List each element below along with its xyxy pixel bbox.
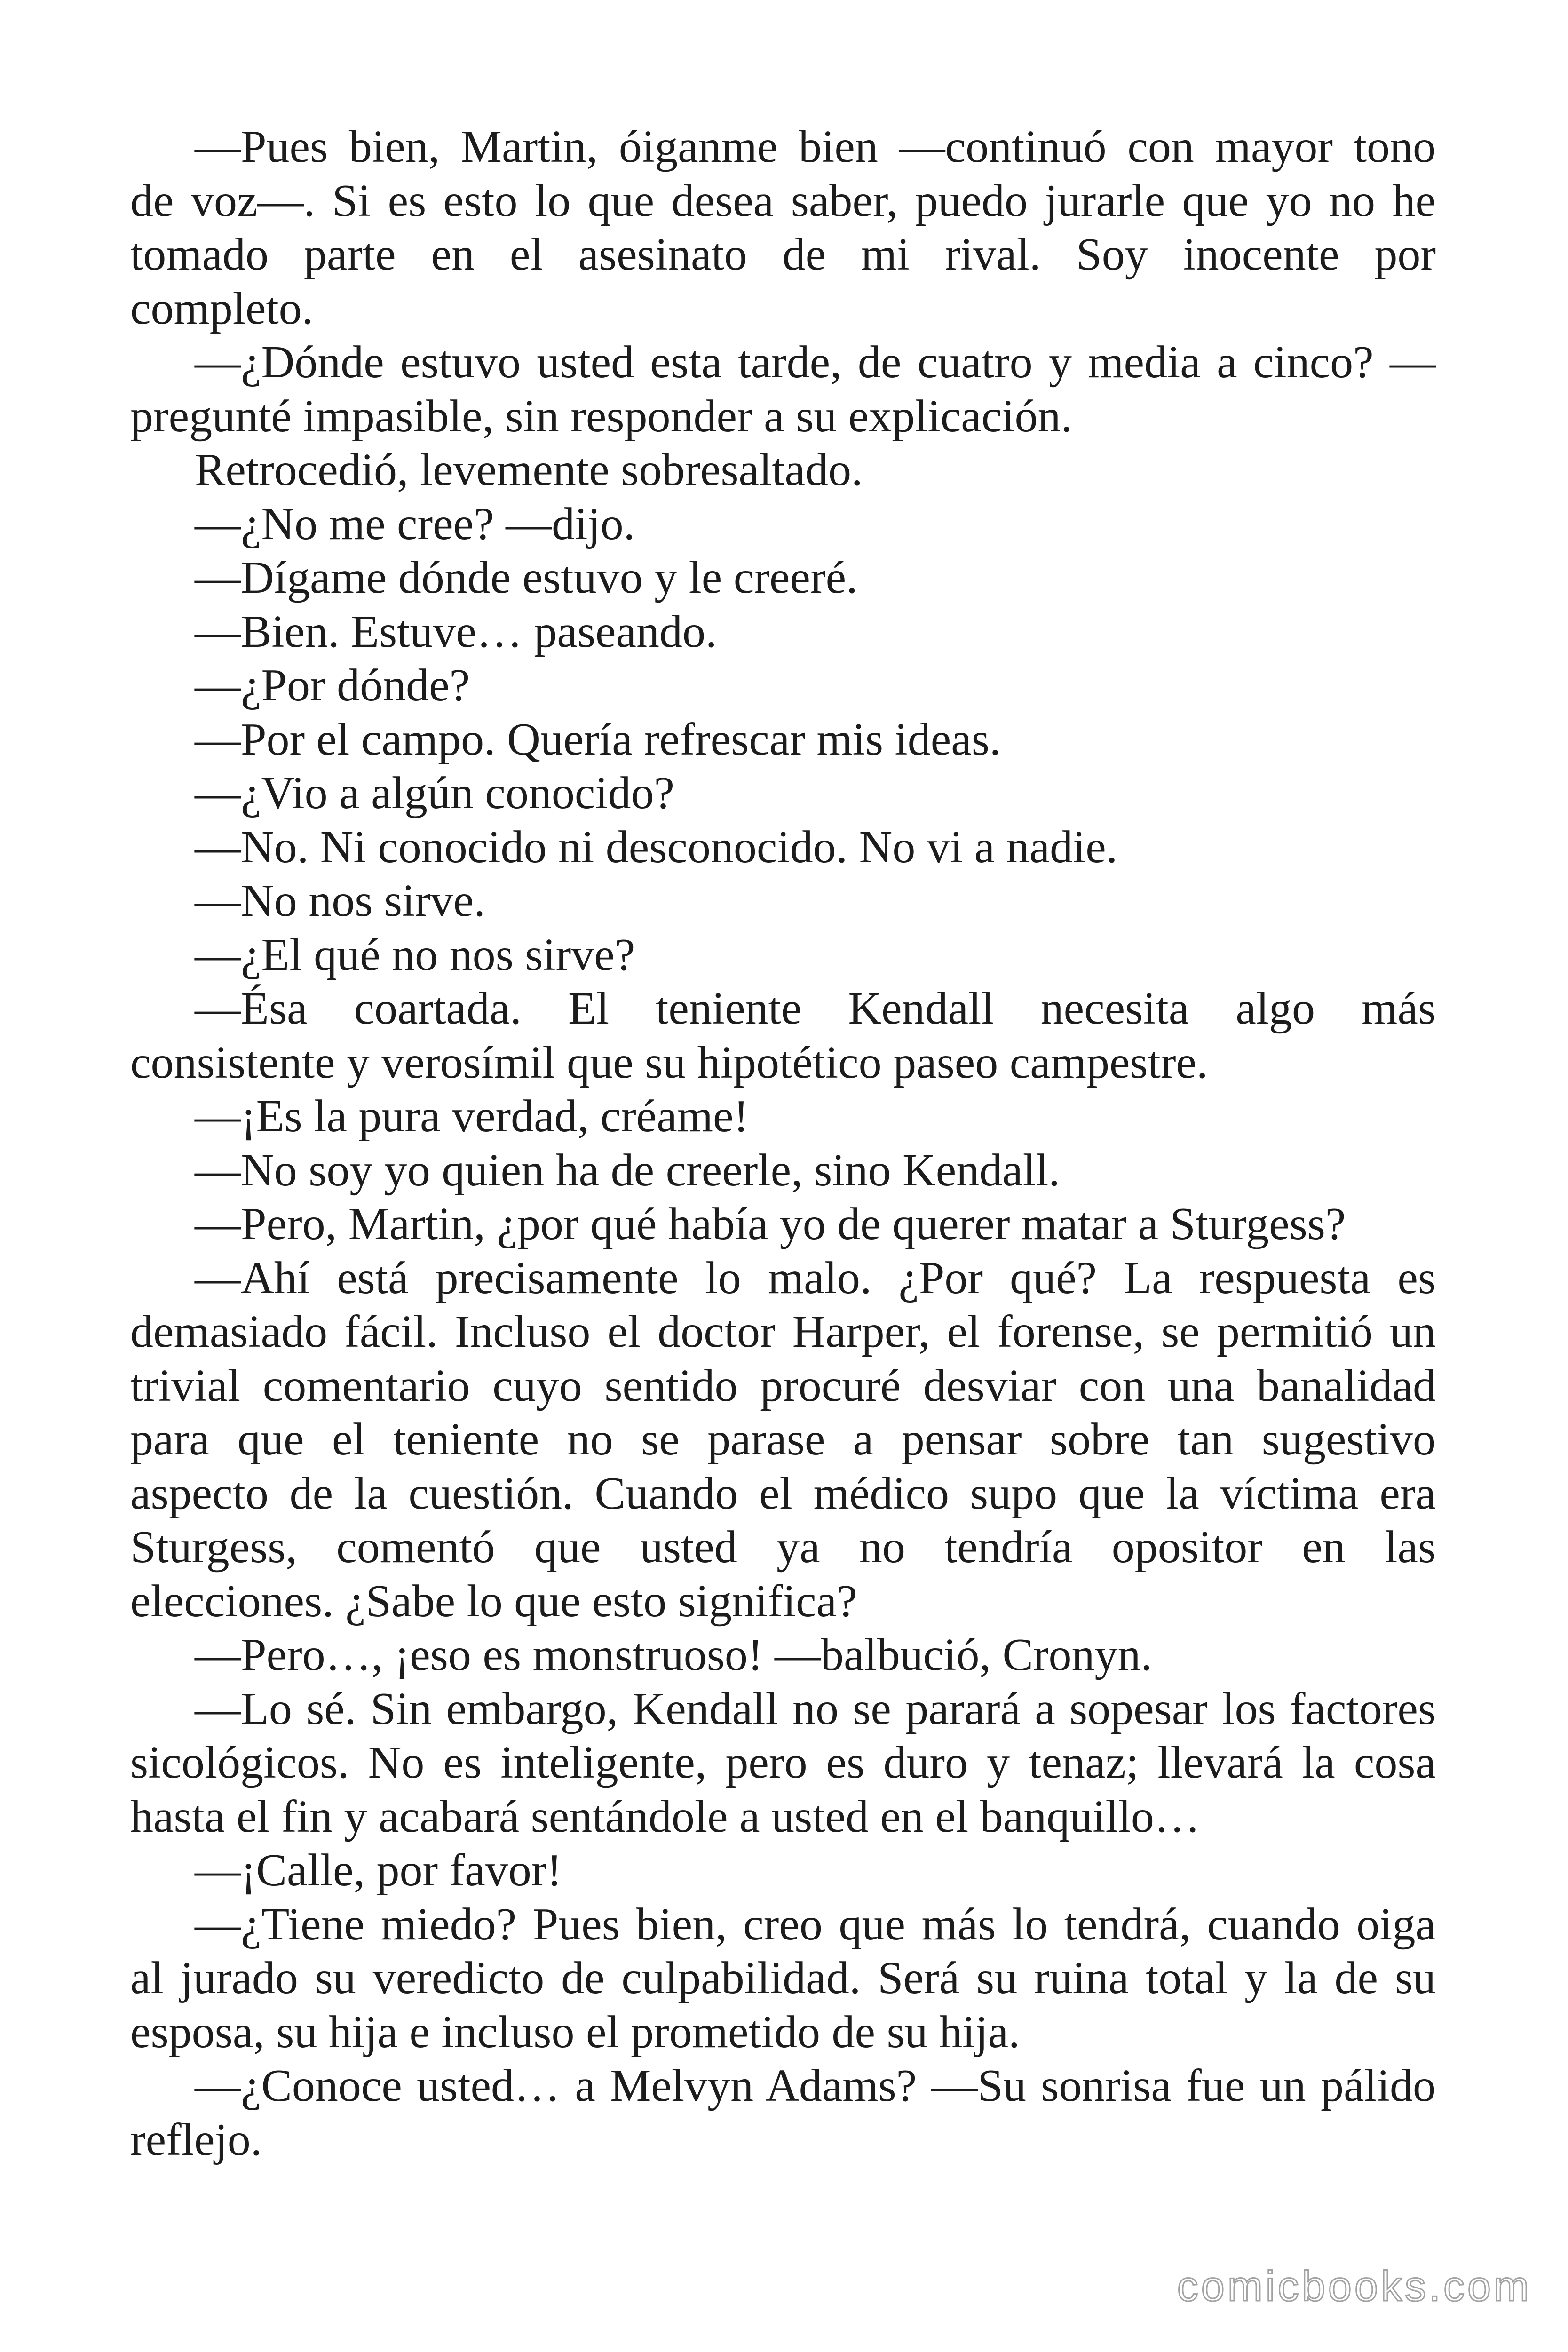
paragraph bbox=[130, 120, 1436, 335]
text-line: para que el teniente no se parase a pensar sobre tan sugestivo bbox=[130, 1414, 1436, 1465]
watermark: comicbooks.com bbox=[1177, 2263, 1532, 2310]
text-line: consistente y verosímil que su hipotético paseo campestre. bbox=[130, 1037, 1208, 1088]
paragraph bbox=[130, 1089, 1436, 1144]
text-line: —No. Ni conocido ni desconocido. No vi a nadie. bbox=[195, 821, 1118, 873]
paragraph bbox=[130, 1144, 1436, 1198]
text-line: —¡Calle, por favor! bbox=[195, 1845, 562, 1896]
text-line: elecciones. ¿Sabe lo que esto significa? bbox=[130, 1575, 857, 1627]
text-line: —Pero…, ¡eso es monstruoso! —balbució, Cronyn. bbox=[195, 1629, 1152, 1680]
text-line: —Ahí está precisamente lo malo. ¿Por qué? La respuesta es bbox=[195, 1252, 1436, 1303]
text-line: al jurado su veredicto de culpabilidad. Será su ruina total y la de su bbox=[130, 1953, 1436, 2003]
text-line: —Lo sé. Sin embargo, Kendall no se parará a sopesar los factores bbox=[195, 1683, 1436, 1734]
text-line: hasta el fin y acabará sentándole a usted en el banquillo… bbox=[130, 1791, 1200, 1842]
text-line: de voz—. Si es esto lo que desea saber, puedo jurarle que yo no he bbox=[130, 175, 1436, 226]
text-line: —Pues bien, Martin, óiganme bien —continuó con mayor tono bbox=[195, 121, 1436, 172]
page-text bbox=[130, 120, 1436, 2167]
text-line: —¿Dónde estuvo usted esta tarde, de cuatro y media a cinco? — bbox=[195, 337, 1436, 388]
paragraph bbox=[130, 1628, 1436, 1682]
paragraph bbox=[130, 874, 1436, 928]
text-line: demasiado fácil. Incluso el doctor Harper, el forense, se permitió un bbox=[130, 1306, 1436, 1357]
paragraph bbox=[130, 1197, 1436, 1251]
paragraph bbox=[130, 497, 1436, 551]
paragraph bbox=[130, 766, 1436, 820]
paragraph bbox=[130, 1898, 1436, 2059]
text-line: —No soy yo quien ha de creerle, sino Kendall. bbox=[195, 1144, 1060, 1196]
text-line: Sturgess, comentó que usted ya no tendría opositor en las bbox=[130, 1522, 1436, 1573]
paragraph bbox=[130, 820, 1436, 874]
text-line: —¿Por dónde? bbox=[195, 660, 470, 711]
text-line: pregunté impasible, sin responder a su explicación. bbox=[130, 390, 1072, 442]
text-line: —Bien. Estuve… paseando. bbox=[195, 606, 717, 657]
text-line: —¡Es la pura verdad, créame! bbox=[195, 1091, 749, 1142]
text-line: —¿El qué no nos sirve? bbox=[195, 929, 635, 980]
text-line: —Por el campo. Quería refrescar mis ideas. bbox=[195, 714, 1001, 765]
text-line: aspecto de la cuestión. Cuando el médico supo que la víctima era bbox=[130, 1468, 1436, 1519]
text-line: —¿Conoce usted… a Melvyn Adams? —Su sonrisa fue un pálido bbox=[195, 2060, 1436, 2111]
paragraph bbox=[130, 551, 1436, 605]
text-line: Retrocedió, levemente sobresaltado. bbox=[195, 445, 863, 495]
text-line: tomado parte en el asesinato de mi rival. Soy inocente por bbox=[130, 229, 1436, 280]
text-line: reflejo. bbox=[130, 2114, 262, 2165]
text-line: trivial comentario cuyo sentido procuré desviar con una banalidad bbox=[130, 1360, 1436, 1411]
paragraph bbox=[130, 443, 1436, 497]
text-line: —No nos sirve. bbox=[195, 875, 485, 926]
text-line: —¿Tiene miedo? Pues bien, creo que más lo tendrá, cuando oiga bbox=[195, 1899, 1436, 1950]
paragraph bbox=[130, 605, 1436, 659]
text-line: completo. bbox=[130, 283, 314, 334]
text-line: —Ésa coartada. El teniente Kendall necesita algo más bbox=[195, 983, 1436, 1034]
paragraph bbox=[130, 659, 1436, 713]
text-line: —Dígame dónde estuvo y le creeré. bbox=[195, 552, 858, 603]
paragraph bbox=[130, 1682, 1436, 1844]
text-line: sicológicos. No es inteligente, pero es duro y tenaz; llevará la cosa bbox=[130, 1737, 1436, 1788]
text-line: esposa, su hija e incluso el prometido de su hija. bbox=[130, 2006, 1020, 2058]
text-line: —¿Vio a algún conocido? bbox=[195, 768, 675, 818]
paragraph bbox=[130, 982, 1436, 1089]
paragraph bbox=[130, 1843, 1436, 1898]
paragraph bbox=[130, 2059, 1436, 2167]
paragraph bbox=[130, 335, 1436, 443]
paragraph bbox=[130, 928, 1436, 982]
text-line: —¿No me cree? —dijo. bbox=[195, 498, 635, 549]
text-line: —Pero, Martin, ¿por qué había yo de querer matar a Sturgess? bbox=[195, 1199, 1346, 1249]
paragraph bbox=[130, 1251, 1436, 1629]
paragraph bbox=[130, 713, 1436, 767]
